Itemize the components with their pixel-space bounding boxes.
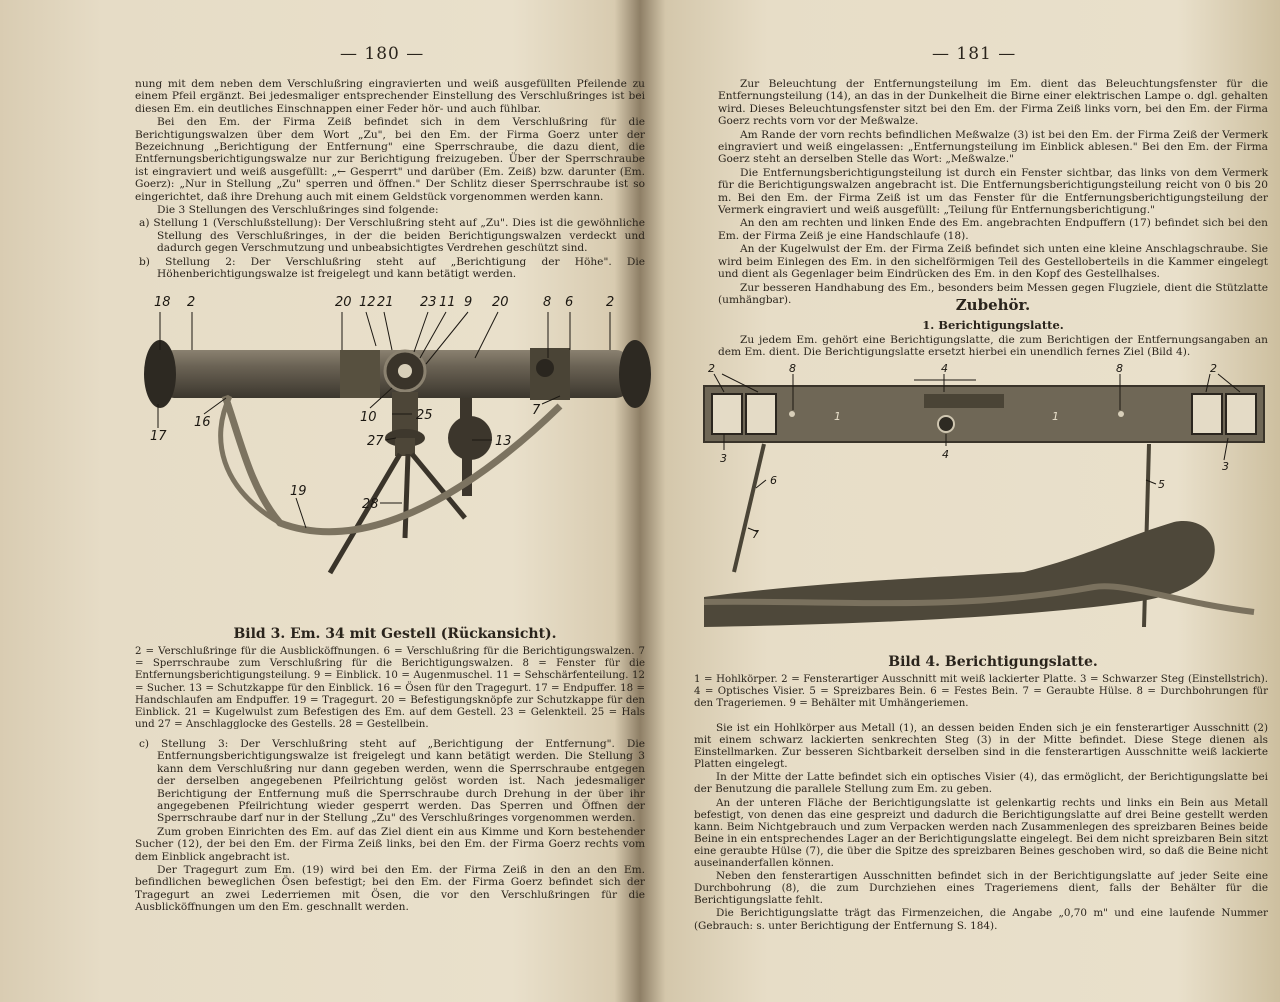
figure-label: 3 <box>720 452 727 465</box>
figure-caption: Bild 3. Em. 34 mit Gestell (Rückansicht). <box>233 626 557 642</box>
figure-label: 2 <box>606 295 615 310</box>
figure-label: 12 <box>359 295 376 310</box>
figure-label: 16 <box>194 415 211 430</box>
figure-label: 7 <box>532 403 541 418</box>
left-body <box>135 78 645 282</box>
figure-label: 25 <box>416 408 433 423</box>
figure-label: 2 <box>708 362 715 375</box>
paragraph: Neben den fensterartigen Ausschnitten befindet sich in der Berichtigungslatte auf jeder Seite eine Durchbohrung (8), die zum Durchziehen eines Trageriemens dient, falls der Behälter für die Berichtigungslatte fehlt. <box>694 870 1268 907</box>
list-item: c) Stellung 3: Der Verschlußring steht auf „Berichtigung der Entfernung". Die Entfernungsberichtigungswalze ist freigelegt und kann betätigt werden. Die Stellung 3 kann dem Verschlußring nur dann gegeben werden, wenn die Sperrschraube entgegen der derselben angegebenen Pfeilrichtung gelöst worden ist. Nach jedesmaliger Berichtigung der Entfernung muß die Sperrschraube durch Drehung in der über ihr angegebenen Pfeilrichtung wieder gesperrt werden. Das Sperren und Öffnen der Sperrschraube darf nur in der Stellung „Zu" des Verschlußringes vorgenommen werden. <box>139 738 645 825</box>
left-body-continued <box>135 738 645 915</box>
subsection-heading: 1. Berichtigungslatte. <box>922 318 1064 332</box>
paragraph: Bei den Em. der Firma Zeiß befindet sich in dem Verschlußring für die Berichtigungswalzen über dem Wort „Zu", bei den Em. der Firma Goerz unter der Bezeichnung „Berichtigung der Entfernung" eine Sperrschraube, die dazu dient, die Entfernungsberichtigungswalze nur zur Berichtigung freizugeben. Über der Sperrschraube ist eingraviert und weiß ausgefüllt: „← Gesperrt" und darüber (Em. Zeiß) bzw. darunter (Em. Goerz): „Nur in Stellung „Zu" sperren und öffnen." Der Schlitz dieser Sperrschraube ist so eingerichtet, daß ihre Drehung auch mit einem Geldstück vorgenommen werden kann. <box>135 116 645 203</box>
paragraph: Zu jedem Em. gehört eine Berichtigungslatte, die zum Berichtigen der Entfernungsangaben an dem Em. dient. Die Berichtigungslatte ersetzt hierbei ein unendlich fernes Ziel (Bild 4). <box>718 334 1268 359</box>
right-page <box>650 0 1280 1002</box>
figure-label: 20 <box>492 295 509 310</box>
figure-legend: 1 = Hohlkörper. 2 = Fensterartiger Ausschnitt mit weiß lackierter Platte. 3 = Schwarzer Steg (Einstellstrich). 4 = Optisches Visier. 5 = Spreizbares Bein. 6 = Festes Bein. 7 = Geraubte Hülse. 8 = Durchbohrungen für den Trageriemen. 9 = Behälter mit Umhängeriemen. <box>694 674 1268 710</box>
section-text <box>718 334 1268 360</box>
paragraph: Zur besseren Handhabung des Em., besonders beim Messen gegen Flugziele, dient die Stützlatte (umhängbar). <box>718 281 1268 306</box>
paragraph: Zur Beleuchtung der Entfernungsteilung im Em. dient das Beleuchtungsfenster für die Entfernungsteilung (14), an das in der Dunkelheit die Birne einer elektrischen Lampe o. dgl. gehalten wird. Dieses Beleuchtungsfenster sitzt bei den Em. der Firma Zeiß links vorn, bei den Em. der Firma Goerz rechts vorn vor der Meßwalze. <box>718 78 1268 128</box>
figure-label: 17 <box>150 429 167 444</box>
figure-label: 8 <box>543 295 552 310</box>
list-item: b) Stellung 2: Der Verschlußring steht auf „Berichtigung der Höhe". Die Höhenberichtigungswalze ist freigelegt und kann betätigt werden. <box>139 255 645 281</box>
page-number-right: — 181 — <box>932 44 1017 64</box>
figure-label: 27 <box>367 434 384 449</box>
paragraph: Die Entfernungsberichtigungsteilung ist durch ein Fenster sichtbar, das links von dem Vermerk für die Berichtigungswalzen angebracht ist. Die Entfernungsberichtigungsteilung reicht von 0 bis 20 m. Bei den Em. der Firma Zeiß ist um das Fenster für die Entfernungsberichtigungsteilung der Vermerk eingraviert und weiß ausgefüllt: „Teilung für Entfernungsberichtigung." <box>718 166 1268 217</box>
right-body-continued <box>694 722 1268 933</box>
correction-bar-figure <box>694 362 1274 652</box>
figure-caption: Bild 4. Berichtigungslatte. <box>888 654 1098 670</box>
figure-label: 8 <box>1116 362 1123 375</box>
paragraph: In der Mitte der Latte befindet sich ein optisches Visier (4), das ermöglicht, der Berichtigungslatte bei der Benutzung die parallele Stellung zum Em. zu geben. <box>694 771 1268 796</box>
figure-legend: 2 = Verschlußringe für die Ausblicköffnungen. 6 = Verschlußring für die Berichtigungswalzen. 7 = Sperrschraube zum Verschlußring für die Berichtigungswalzen. 8 = Fenster für die Entfernungsberichtigungsteilung. 9 = Einblick. 10 = Augenmuschel. 11 = Sehschärfenteilung. 12 = Sucher. 13 = Schutzkappe für den Einblick. 16 = Ösen für den Tragegurt. 17 = Endpuffer. 18 = Handschlaufen am Endpuffer. 19 = Tragegurt. 20 = Befestigungsknöpfe zur Schutzkappe für den Einblick. 21 = Kugelwulst zum Befestigen des Em. auf dem Gestell. 23 = Gelenkteil. 25 = Hals und 27 = Anschlagglocke des Gestells. 28 = Gestellbein. <box>135 646 645 731</box>
figure-label: 8 <box>789 362 796 375</box>
figure-label: 6 <box>770 474 777 487</box>
figure-label: 11 <box>439 295 456 310</box>
figure-label: 4 <box>942 448 949 461</box>
figure-label: 1 <box>834 410 841 423</box>
figure-label: 28 <box>362 497 379 512</box>
figure-label: 19 <box>290 484 307 499</box>
rangefinder-figure <box>130 288 650 618</box>
figure-label: 13 <box>495 434 512 449</box>
figure-label: 1 <box>1052 410 1059 423</box>
paragraph: Am Rande der vorn rechts befindlichen Meßwalze (3) ist bei den Em. der Firma Zeiß der Vermerk eingraviert und weiß eingelassen: „Entfernungsteilung im Einblick ablesen." Bei den Em. der Firma Goerz steht an derselben Stelle das Wort: „Meßwalze." <box>718 128 1268 166</box>
list-item: a) Stellung 1 (Verschlußstellung): Der Verschlußring steht auf „Zu". Dies ist die gewöhnliche Stellung des Verschlußringes, in der die beiden Berichtigungswalzen verdeckt und dadurch gegen Verschmutzung und unbeabsichtigtes Verdrehen geschützt sind. <box>139 217 645 255</box>
figure-label: 7 <box>752 528 759 541</box>
figure-label: 9 <box>464 295 473 310</box>
paragraph: Zum groben Einrichten des Em. auf das Ziel dient ein aus Kimme und Korn bestehender Sucher (12), der bei den Em. der Firma Zeiß links, bei den Em. der Firma Goerz rechts vom dem Einblick angebracht ist. <box>135 825 645 863</box>
paragraph: An der unteren Fläche der Berichtigungslatte ist gelenkartig rechts und links ein Bein aus Metall befestigt, von denen das eine gespreizt und dadurch die Berichtigungslatte auf drei Beine gestellt werden kann. Beim Nichtgebrauch und zum Verpacken werden nach Zusammenlegen des spreizbaren Beines beide Beine in ein entsprechendes Lager an der Berichtigungslatte eingelegt. Bei dem nicht spreizbaren Bein sitzt eine geraubte Hülse (7), die über die Spitze des spreizbaren Beines geschoben wird, so daß die Beine nicht auseinanderfallen können. <box>694 796 1268 870</box>
page-number-left: — 180 — <box>340 44 425 64</box>
figure-label: 23 <box>420 295 437 310</box>
figure-label: 3 <box>1222 460 1229 473</box>
figure-label: 10 <box>360 410 377 425</box>
section-heading: Zubehör. <box>955 296 1031 314</box>
figure-label: 4 <box>941 362 948 375</box>
figure-label: 21 <box>377 295 394 310</box>
paragraph: nung mit dem neben dem Verschlußring eingravierten und weiß ausgefüllten Pfeilende zu einem Pfeil ergänzt. Bei jedesmaliger entsprechender Einstellung des Verschlußringes ist bei diesen Em. ein deutliches Einschnappen einer Feder hör- und auch fühlbar. <box>135 78 645 115</box>
figure-label: 18 <box>154 295 171 310</box>
paragraph: Der Tragegurt zum Em. (19) wird bei den Em. der Firma Zeiß in den an den Em. befindlichen beweglichen Ösen befestigt; bei den Em. der Firma Goerz befindet sich der Tragegurt an zwei Lederriemen mit Ösen, die vor den Verschlußringen für die Ausblicköffnungen um den Em. geschnallt werden. <box>135 864 645 914</box>
figure-label: 5 <box>1158 478 1165 491</box>
paragraph: Die Berichtigungslatte trägt das Firmenzeichen, die Angabe „0,70 m" und eine laufende Nummer (Gebrauch: s. unter Berichtigung der Entfernung S. 184). <box>694 907 1268 932</box>
paragraph: Sie ist ein Hohlkörper aus Metall (1), an dessen beiden Enden sich je ein fensterartiger Ausschnitt (2) mit einem schwarz lackierten senkrechten Steg (3) in der Mitte befindet. Diese Stege dienen als Einstellmarken. Zur besseren Sichtbarkeit derselben sind in die fensterartigen Ausschnitte weiß lackierte Platten eingelegt. <box>694 722 1268 771</box>
figure-label: 2 <box>1210 362 1217 375</box>
right-body <box>718 78 1268 307</box>
figure-label: 20 <box>335 295 352 310</box>
paragraph: An der Kugelwulst der Em. der Firma Zeiß befindet sich unten eine kleine Anschlagschraube. Sie wird beim Einlegen des Em. in den sichelförmigen Teil des Gestelloberteils in die Kammer eingelegt und dient als Gegenlager beim Eindrücken des Em. in den Kopf des Gestellhalses. <box>718 243 1268 281</box>
paragraph: An den am rechten und linken Ende des Em. angebrachten Endpuffern (17) befindet sich bei den Em. der Firma Zeiß je eine Handschlaufe (18). <box>718 217 1268 242</box>
figure-label: 9 <box>930 566 939 581</box>
figure-label: 6 <box>565 295 574 310</box>
figure-label: 2 <box>187 295 196 310</box>
paragraph: Die 3 Stellungen des Verschlußringes sind folgende: <box>157 204 439 217</box>
